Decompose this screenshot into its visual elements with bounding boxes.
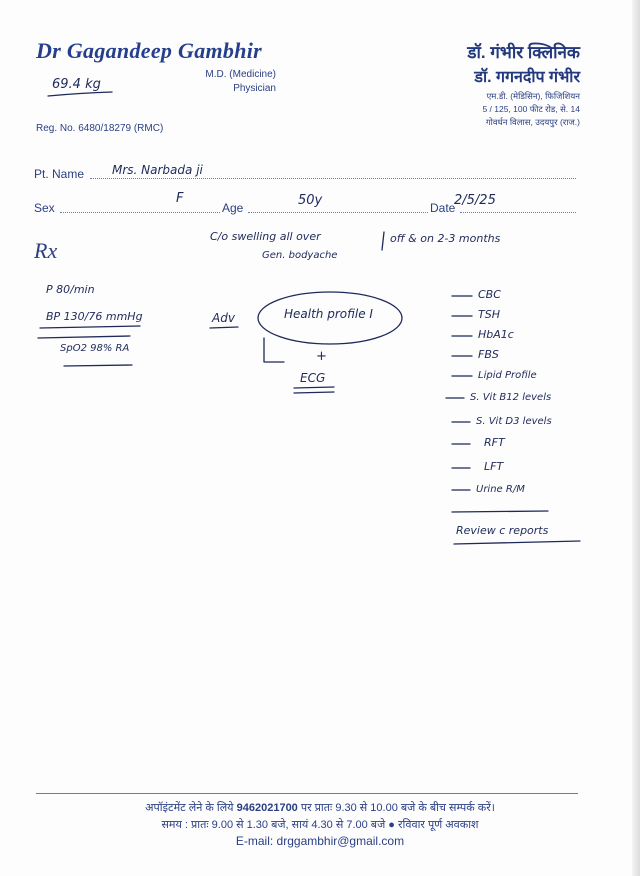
vital-spo2: SpO2 98% RA (60, 343, 130, 354)
review-underline (454, 541, 580, 544)
sex-handwritten: F (176, 191, 184, 206)
vital-bp: BP 130/76 mmHg (46, 310, 143, 323)
patient-name-label: Pt. Name (34, 167, 85, 181)
footer-divider (36, 793, 578, 794)
footer-email[interactable]: E-mail: drggambhir@gmail.com (235, 834, 405, 848)
address-line1-hindi: 5 / 125, 100 फीट रोड, से. 14 (482, 104, 580, 114)
weight-note: 69.4 kg (52, 77, 101, 92)
age-label: Age (222, 201, 244, 215)
svg-text:S. Vit D3 levels: S. Vit D3 levels (476, 416, 552, 427)
advice-underline (210, 327, 238, 328)
test-item (452, 328, 514, 341)
test-item (452, 308, 500, 321)
appointment-suffix: पर प्रातः 9.30 से 10.00 बजे के बीच सम्पर्क करें। (300, 802, 495, 814)
svg-text:LFT: LFT (484, 460, 504, 473)
doctor-name-hindi: डॉ. गगनदीप गंभीर (474, 69, 580, 86)
svg-text:CBC: CBC (478, 288, 501, 301)
health-profile-bracket (264, 338, 284, 362)
review-note: Review c reports (456, 524, 549, 537)
health-profile: Health profile I (284, 307, 373, 321)
rx-symbol: Rx (34, 238, 58, 263)
appointment-phone[interactable]: 9462021700 (236, 802, 298, 814)
test-item (452, 288, 501, 301)
doctor-qualification: M.D. (Medicine) (205, 69, 276, 80)
date-handwritten: 2/5/25 (454, 193, 496, 208)
svg-text:HbA1c: HbA1c (478, 328, 514, 341)
test-item (452, 436, 506, 449)
clinic-name-hindi: डॉ. गंभीर क्लिनिक (467, 43, 580, 62)
vital-pulse: P 80/min (46, 283, 95, 296)
test-item (446, 392, 551, 403)
test-item (452, 416, 552, 427)
bp-underline (40, 326, 140, 328)
svg-text:FBS: FBS (478, 348, 499, 361)
footer-timing: समय : प्रातः 9.00 से 1.30 बजे, सायं 4.30 से 7.00 बजे ● रविवार पूर्ण अवकाश (161, 819, 479, 831)
svg-text:RFT: RFT (484, 436, 505, 449)
test-list (446, 288, 552, 495)
test-item (452, 370, 537, 381)
doctor-role: Physician (233, 83, 276, 94)
ecg-underline (294, 387, 334, 393)
svg-text:Lipid Profile: Lipid Profile (478, 370, 537, 381)
ecg-test: ECG (300, 371, 326, 385)
age-handwritten: 50y (298, 193, 323, 208)
date-label: Date (430, 201, 456, 215)
test-item (452, 484, 525, 495)
complaint-duration: off & on 2-3 months (390, 232, 501, 245)
advice-label: Adv (212, 311, 235, 325)
footer-appointment (0, 800, 640, 815)
weight-underline (48, 92, 112, 96)
plus-sign: + (316, 349, 327, 364)
test-item (452, 460, 504, 473)
svg-text:TSH: TSH (478, 308, 500, 321)
appointment-prefix: अपॉइंटमेंट लेने के लिये (145, 802, 234, 814)
complaint-line-1: C/o swelling all over (210, 230, 321, 243)
doctor-name: Dr Gagandeep Gambhir (36, 38, 263, 63)
complaint-line-2: Gen. bodyache (262, 250, 338, 261)
address-line2-hindi: गोवर्धन विलास, उदयपुर (राज.) (485, 117, 580, 127)
qualification-hindi: एम.डी. (मेडिसिन), फिजिशियन (486, 91, 580, 101)
svg-text:S. Vit B12 levels: S. Vit B12 levels (470, 392, 552, 403)
sex-label: Sex (34, 201, 55, 215)
test-item (452, 348, 499, 361)
page-edge-shadow (632, 0, 640, 876)
svg-text:Urine R/M: Urine R/M (476, 484, 525, 495)
review-top-line (452, 511, 548, 512)
complaint-bracket (382, 232, 384, 250)
patient-name-handwritten: Mrs. Narbada ji (112, 163, 203, 177)
registration-number: Reg. No. 6480/18279 (RMC) (36, 123, 164, 134)
